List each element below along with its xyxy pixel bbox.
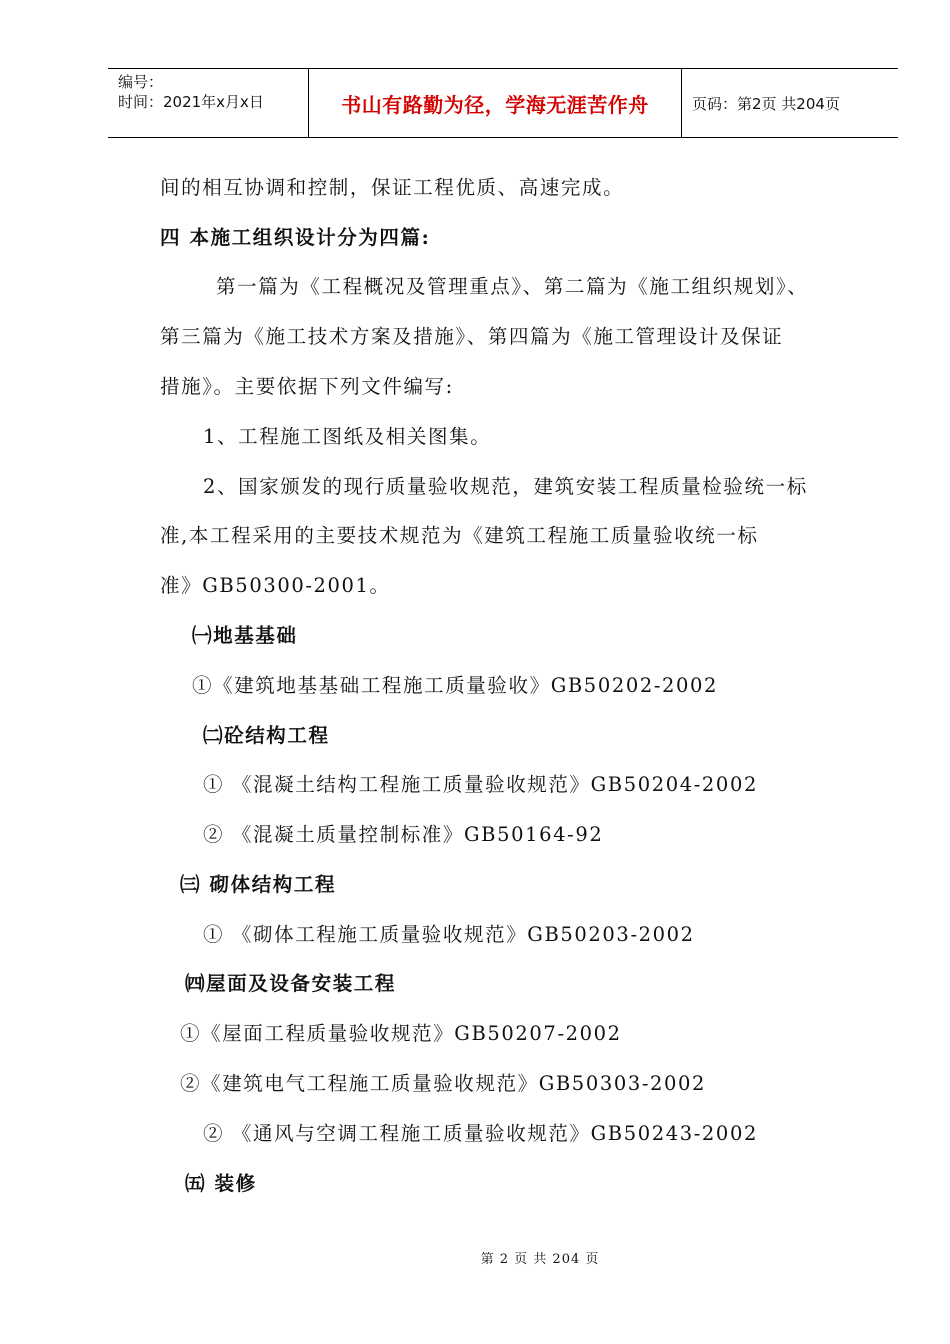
section-heading: 四 本施工组织设计分为四篇: (160, 226, 431, 249)
page-footer: 第 2 页 共 204 页 (480, 1252, 600, 1267)
body-line: 准》GB50300-2001。 (160, 574, 391, 597)
body-line: 间的相互协调和控制，保证工程优质、高速完成。 (160, 176, 625, 199)
subsection-heading: ㈠地基基础 (192, 624, 298, 647)
body-line: 第三篇为《施工技术方案及措施》、第四篇为《施工管理设计及保证 (160, 325, 784, 348)
subsection-heading: ㈤ 装修 (185, 1172, 257, 1195)
list-item: 2、国家颁发的现行质量验收规范，建筑安装工程质量检验统一标 (203, 475, 808, 498)
body-line: 第一篇为《工程概况及管理重点》、第二篇为《施工组织规划》、 (216, 275, 809, 298)
subsection-heading: ㈢ 砌体结构工程 (180, 873, 337, 896)
standard-item: ② 《混凝土质量控制标准》GB50164-92 (203, 823, 604, 846)
header-page-code: 页码：第2页 共204页 (692, 94, 840, 113)
header-meta (108, 69, 309, 137)
header-time: 时间：2021年x月x日 (118, 93, 264, 111)
subsection-heading: ㈡砼结构工程 (203, 724, 330, 747)
standard-item: ② 《通风与空调工程施工质量验收规范》GB50243-2002 (203, 1122, 758, 1145)
body-line: 准,本工程采用的主要技术规范为《建筑工程施工质量验收统一标 (160, 524, 759, 547)
body-line: 措施》。主要依据下列文件编写: (160, 375, 454, 398)
standard-item: ①《建筑地基基础工程施工质量验收》GB50202-2002 (192, 674, 719, 697)
standard-item: ① 《砌体工程施工质量验收规范》GB50203-2002 (203, 923, 695, 946)
standard-item: ①《屋面工程质量验收规范》GB50207-2002 (180, 1022, 622, 1045)
list-item: 1、工程施工图纸及相关图集。 (203, 425, 492, 448)
standard-item: ②《建筑电气工程施工质量验收规范》GB50303-2002 (180, 1072, 707, 1095)
header-number-label: 编号： (118, 73, 164, 91)
page-header (108, 68, 898, 138)
header-motto: 书山有路勤为径，学海无涯苦作舟 (309, 69, 682, 137)
subsection-heading: ㈣屋面及设备安装工程 (185, 972, 397, 995)
standard-item: ① 《混凝土结构工程施工质量验收规范》GB50204-2002 (203, 773, 758, 796)
